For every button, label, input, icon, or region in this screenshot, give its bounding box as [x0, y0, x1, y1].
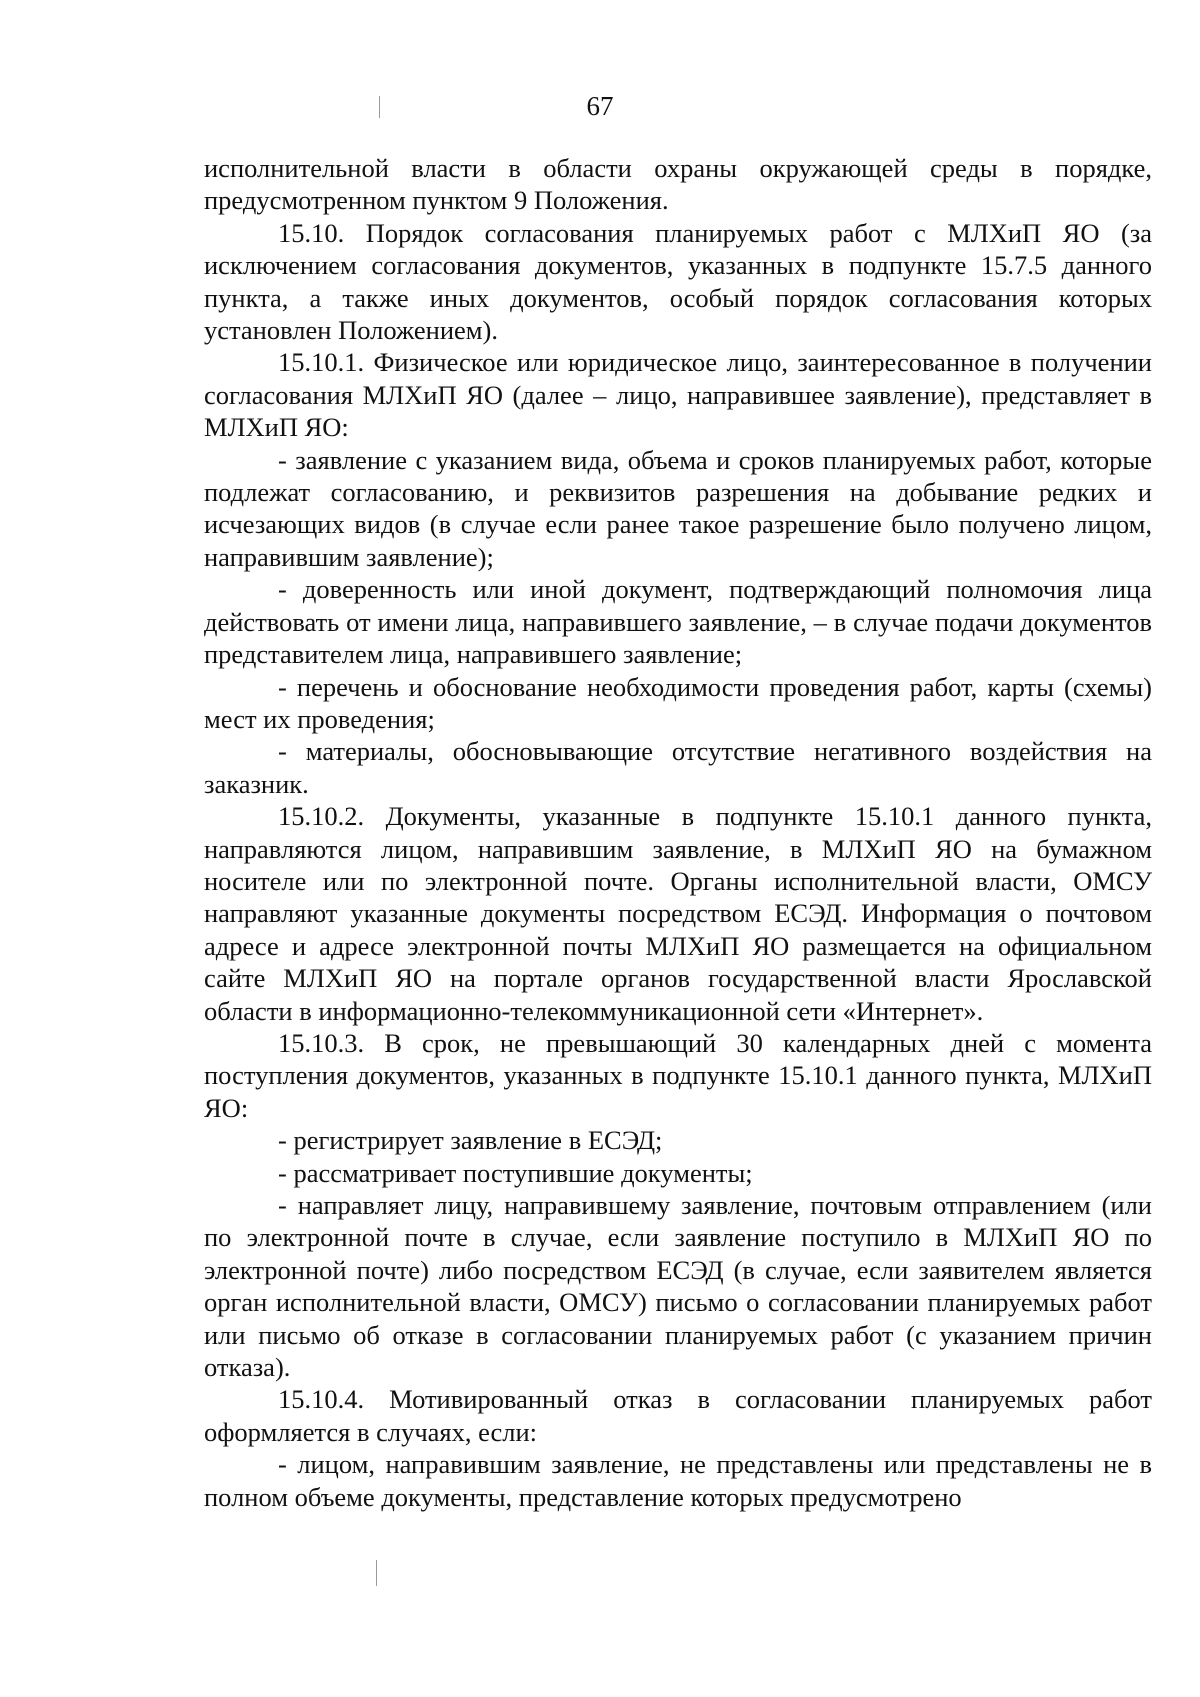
scan-artifact: [376, 1560, 377, 1586]
list-item: - направляет лицу, направившему заявление, почтовым отправлением (или по электронной почте в случае, если заявление поступило в МЛХиП ЯО по электронной почте) либо посредством ЕСЭД (в случае, если заявителем является орган исполнительной власти, ОМСУ) письмо о согласовании планируемых работ или письмо об отказе в согласовании планируемых работ (с указанием причин отказа).: [204, 1190, 1152, 1383]
list-item: - заявление с указанием вида, объема и сроков планируемых работ, которые подлежат согласованию, и реквизитов разрешения на добывание редких и исчезающих видов (в случае если ранее такое разрешение было получено лицом, направившим заявление);: [204, 444, 1152, 572]
list-item: - материалы, обосновывающие отсутствие негативного воздействия на заказник.: [204, 736, 1152, 799]
page-number: 67: [586, 91, 614, 121]
list-item: - регистрирует заявление в ЕСЭД;: [278, 1125, 663, 1156]
list-item: - перечень и обоснование необходимости проведения работ, карты (схемы) мест их проведения;: [204, 671, 1152, 734]
paragraph: 15.10.4. Мотивированный отказ в согласовании планируемых работ оформляется в случаях, если:: [204, 1384, 1152, 1447]
paragraph: 15.10. Порядок согласования планируемых работ с МЛХиП ЯО (за исключением согласования документов, указанных в подпункте 15.7.5 данного пункта, а также иных документов, особый порядок согласования которых установлен Положением).: [204, 217, 1152, 346]
list-item: - рассматривает поступившие документы;: [278, 1157, 753, 1188]
paragraph: 15.10.1. Физическое или юридическое лицо, заинтересованное в получении согласования МЛХиП ЯО (далее – лицо, направившее заявление), представляет в МЛХиП ЯО:: [204, 347, 1152, 443]
list-item: - доверенность или иной документ, подтверждающий полномочия лица действовать от имени лица, направившего заявление, – в случае подачи документов представителем лица, направившего заявление;: [204, 574, 1152, 670]
document-body: [204, 152, 1152, 1513]
paragraph: 15.10.2. Документы, указанные в подпункте 15.10.1 данного пункта, направляются лицом, направившим заявление, в МЛХиП ЯО на бумажном носителе или по электронной почте. Органы исполнительной власти, ОМСУ направляют указанные документы посредством ЕСЭД. Информация о почтовом адресе и адресе электронной почты МЛХиП ЯО размещается на официальном сайте МЛХиП ЯО на портале органов государственной власти Ярославской области в информационно-телекоммуникационной сети «Интернет».: [204, 801, 1152, 1026]
paragraph: 15.10.3. В срок, не превышающий 30 календарных дней с момента поступления документов, указанных в подпункте 15.10.1 данного пункта, МЛХиП ЯО:: [204, 1027, 1152, 1123]
scan-artifact: [379, 96, 380, 118]
list-item: - лицом, направившим заявление, не представлены или представлены не в полном объеме документы, представление которых предусмотрено: [204, 1449, 1152, 1512]
paragraph: исполнительной власти в области охраны окружающей среды в порядке, предусмотренном пунктом 9 Положения.: [204, 153, 1152, 216]
